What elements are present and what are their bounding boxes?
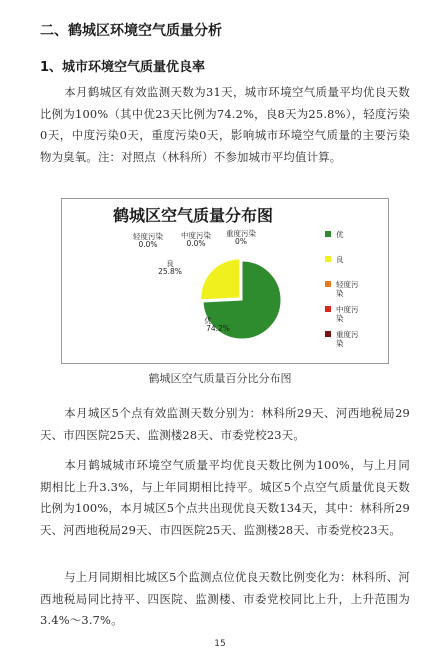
data-label-value-1: 25.8% [158, 267, 182, 276]
legend-label-2: 轻度污染 [336, 280, 359, 298]
data-label-category-1: 良 [166, 259, 174, 268]
pie-chart-frame [61, 198, 389, 364]
paragraph-good-rate-text: 本月鹤城城市环境空气质量平均优良天数比例为100%，与上月同期相比上升3.3%，与上年同期相比持平。城区5个点空气质量优良天数比例为100%，本月城区5个点共出现优良天数134天，其中：林科所29天、河西地税局29天、市四医院25天、监测楼28天、市委党校23天。 [40, 458, 410, 537]
paragraph-monitoring-days-text: 本月城区5个点有效监测天数分别为：林科所29天、河西地税局29天、市四医院25天、监测楼28天、市委党校23天。 [40, 406, 410, 442]
data-label-value-4: 0% [235, 237, 247, 246]
data-label-category-4: 重度污染 [226, 229, 256, 238]
data-label-category-3: 中度污染 [181, 231, 211, 240]
legend-swatch-3 [325, 306, 331, 312]
paragraph-overview-text: 本月鹤城区有效监测天数为31天，城市环境空气质量平均优良天数比例为100%（其中优23天比例为74.2%，良8天为25.8%），轻度污染0天，中度污染0天，重度污染0天，影响城市环境空气质量的主要污染物为臭氧。注：对照点（林科所）不参加城市平均值计算。 [40, 85, 410, 164]
paragraph-monitoring-days [40, 403, 410, 446]
chart-title: 鹤城区空气质量分布图 [112, 206, 274, 225]
paragraph-comparison [40, 567, 410, 632]
legend-label-3: 中度污染 [336, 305, 359, 323]
pie-slice-1 [201, 259, 240, 300]
legend-swatch-2 [325, 281, 331, 287]
chart-caption: 鹤城区空气质量百分比分布图 [148, 372, 292, 385]
legend-label-0: 优 [336, 230, 344, 239]
data-label-value-3: 0.0% [186, 239, 206, 248]
legend-swatch-0 [325, 231, 331, 237]
paragraph-good-rate [40, 455, 410, 541]
data-label-category-2: 轻度污染 [133, 232, 163, 241]
page-number: 15 [214, 639, 226, 649]
paragraph-comparison-text: 与上月同期相比城区5个监测点位优良天数比例变化为：林科所、河西地税局同比持平、四医院、监测楼、市委党校同比上升，上升范围为3.4%～3.7%。 [40, 570, 410, 627]
paragraph-overview [40, 82, 410, 168]
pie-chart [62, 199, 388, 363]
data-label-value-2: 0.0% [138, 240, 158, 249]
legend-label-4: 重度污染 [336, 330, 359, 348]
subsection-heading: 1、城市环境空气质量优良率 [40, 60, 206, 75]
legend-swatch-1 [325, 256, 331, 262]
data-label-category-0: 优 [204, 316, 212, 325]
data-label-value-0: 74.2% [206, 324, 230, 333]
legend-label-1: 良 [336, 255, 344, 264]
legend-swatch-4 [325, 331, 331, 337]
section-heading: 二、鹤城区环境空气质量分析 [40, 23, 222, 39]
